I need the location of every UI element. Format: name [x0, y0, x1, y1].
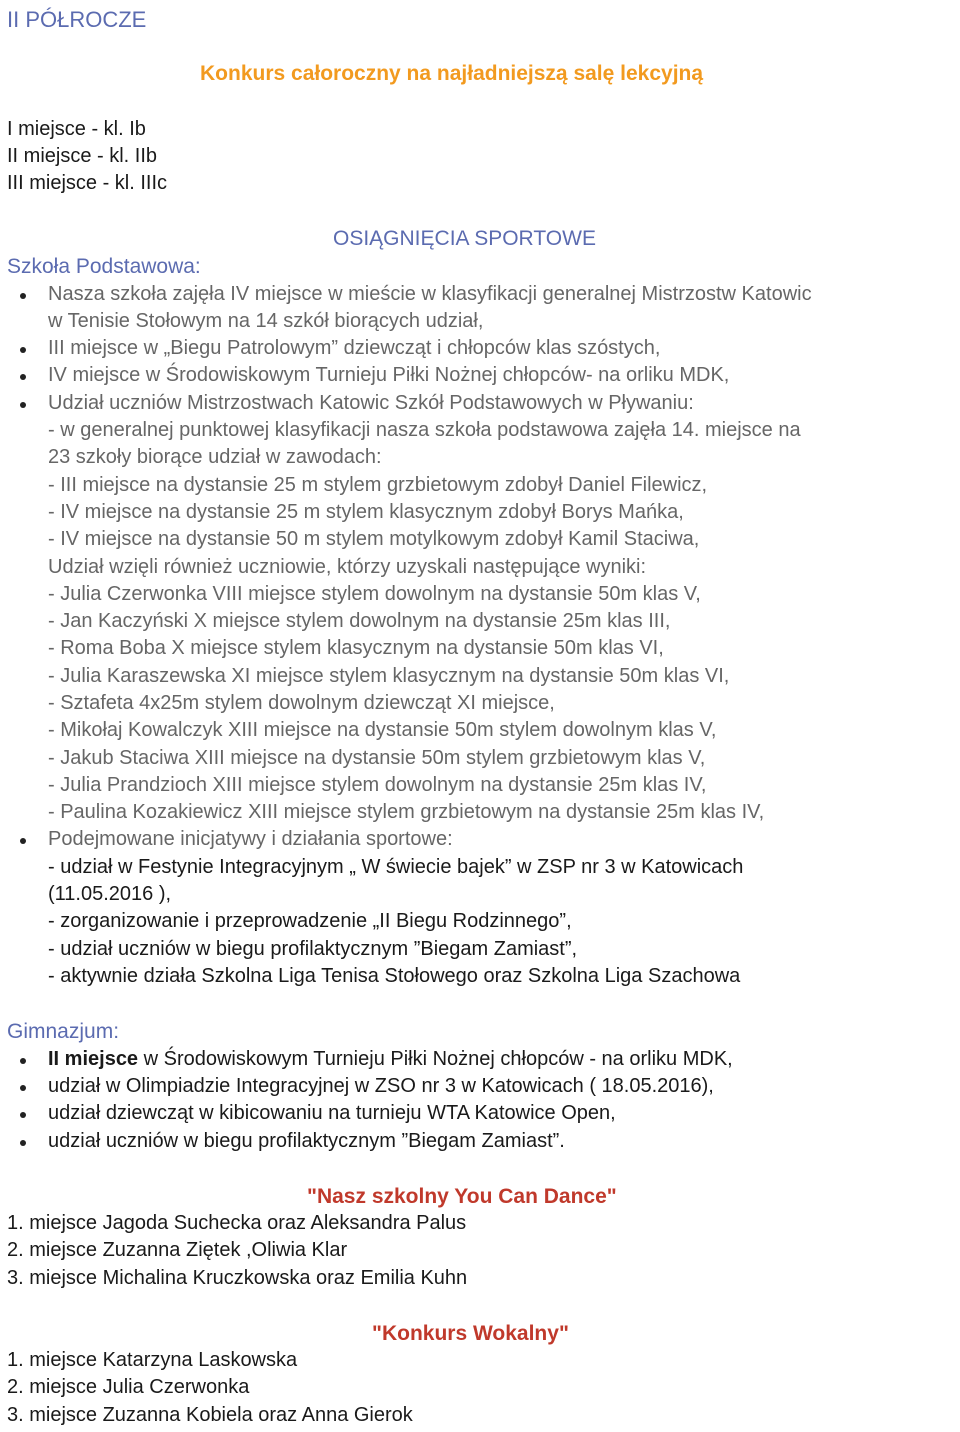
primary-line: - III miejsce na dystansie 25 m stylem grzbietowym zdobył Daniel Filewicz,	[48, 474, 708, 496]
bullet-icon	[20, 1085, 26, 1091]
vocal-title: "Konkurs Wokalny"	[372, 1322, 569, 1345]
primary-line: - Jakub Staciwa XIII miejsce na dystansie 50m stylem grzbietowym klas V,	[48, 747, 706, 769]
bullet-icon	[20, 838, 26, 844]
bullet-icon	[20, 1058, 26, 1064]
vocal-result-2: 2. miejsce Julia Czerwonka	[7, 1376, 250, 1398]
bullet-icon	[20, 1112, 26, 1118]
bullet-icon	[20, 293, 26, 299]
gymnasium-item-3: udział dziewcząt w kibicowaniu na turnieju WTA Katowice Open,	[48, 1102, 616, 1124]
gymnasium-item-4: udział uczniów w biegu profilaktycznym ”Biegam Zamiast”.	[48, 1130, 565, 1152]
primary-line: - Mikołaj Kowalczyk XIII miejsce na dystansie 50m stylem dowolnym klas V,	[48, 719, 717, 741]
primary-line: Podejmowane inicjatywy i działania sportowe:	[48, 828, 453, 850]
primary-line: - Julia Czerwonka VIII miejsce stylem dowolnym na dystansie 50m klas V,	[48, 583, 701, 605]
primary-line: - IV miejsce na dystansie 50 m stylem motylkowym zdobył Kamil Staciwa,	[48, 528, 700, 550]
dance-result-1: 1. miejsce Jagoda Suchecka oraz Aleksandra Palus	[7, 1212, 467, 1234]
primary-line: - Julia Karaszewska XI miejsce stylem klasycznym na dystansie 50m klas VI,	[48, 665, 730, 687]
half-year-heading: II PÓŁROCZE	[7, 7, 147, 32]
dance-title: "Nasz szkolny You Can Dance"	[307, 1185, 617, 1208]
primary-line: Nasza szkoła zajęła IV miejsce w mieście w klasyfikacji generalnej Mistrzostw Katowic	[48, 283, 812, 305]
bullet-icon	[20, 374, 26, 380]
primary-line: - IV miejsce na dystansie 25 m stylem klasycznym zdobył Borys Mańka,	[48, 501, 684, 523]
gymnasium-item-1: II miejsce w Środowiskowym Turnieju Piłki Nożnej chłopców - na orliku MDK,	[48, 1048, 733, 1070]
primary-line: - Julia Prandzioch XIII miejsce stylem dowolnym na dystansie 25m klas IV,	[48, 774, 707, 796]
classroom-contest-title: Konkurs całoroczny na najładniejszą salę lekcyjną	[200, 62, 704, 85]
primary-line: 23 szkoły biorące udział w zawodach:	[48, 446, 382, 468]
primary-line: - w generalnej punktowej klasyfikacji nasza szkoła podstawowa zajęła 14. miejsce na	[48, 419, 801, 441]
classroom-result-2: II miejsce - kl. IIb	[7, 145, 158, 167]
primary-line: - zorganizowanie i przeprowadzenie „II Biegu Rodzinnego”,	[48, 910, 572, 932]
classroom-result-1: I miejsce - kl. Ib	[7, 118, 146, 140]
primary-line: - udział uczniów w biegu profilaktycznym ”Biegam Zamiast”,	[48, 938, 578, 960]
bullet-icon	[20, 402, 26, 408]
classroom-result-3: III miejsce - kl. IIIc	[7, 172, 168, 194]
primary-line: (11.05.2016 ),	[48, 883, 172, 905]
vocal-result-3: 3. miejsce Zuzanna Kobiela oraz Anna Gierok	[7, 1404, 413, 1426]
gymnasium-heading: Gimnazjum:	[7, 1020, 120, 1043]
primary-line: - Paulina Kozakiewicz XIII miejsce stylem grzbietowym na dystansie 25m klas IV,	[48, 801, 765, 823]
bullet-icon	[20, 1140, 26, 1146]
dance-result-3: 3. miejsce Michalina Kruczkowska oraz Emilia Kuhn	[7, 1267, 468, 1289]
primary-line: - aktywnie działa Szkolna Liga Tenisa Stołowego oraz Szkolna Liga Szachowa	[48, 965, 741, 987]
primary-line: Udział uczniów Mistrzostwach Katowic Szkół Podstawowych w Pływaniu:	[48, 392, 694, 414]
gymnasium-item-2: udział w Olimpiadzie Integracyjnej w ZSO nr 3 w Katowicach ( 18.05.2016),	[48, 1075, 714, 1097]
bullet-icon	[20, 347, 26, 353]
primary-line: III miejsce w „Biegu Patrolowym” dziewcząt i chłopców klas szóstych,	[48, 337, 661, 359]
primary-line: - Roma Boba X miejsce stylem klasycznym na dystansie 50m klas VI,	[48, 637, 664, 659]
sports-title: OSIĄGNIĘCIA SPORTOWE	[333, 227, 596, 250]
primary-line: - udział w Festynie Integracyjnym „ W świecie bajek” w ZSP nr 3 w Katowicach	[48, 856, 744, 878]
dance-result-2: 2. miejsce Zuzanna Ziętek ,Oliwia Klar	[7, 1239, 348, 1261]
primary-line: IV miejsce w Środowiskowym Turnieju Piłki Nożnej chłopców- na orliku MDK,	[48, 364, 730, 386]
primary-line: w Tenisie Stołowym na 14 szkół biorących udział,	[48, 310, 484, 332]
primary-school-heading: Szkoła Podstawowa:	[7, 255, 201, 278]
primary-line: Udział wzięli również uczniowie, którzy uzyskali następujące wyniki:	[48, 556, 647, 578]
primary-line: - Jan Kaczyński X miejsce stylem dowolnym na dystansie 25m klas III,	[48, 610, 671, 632]
primary-line: - Sztafeta 4x25m stylem dowolnym dziewcząt XI miejsce,	[48, 692, 555, 714]
vocal-result-1: 1. miejsce Katarzyna Laskowska	[7, 1349, 298, 1371]
